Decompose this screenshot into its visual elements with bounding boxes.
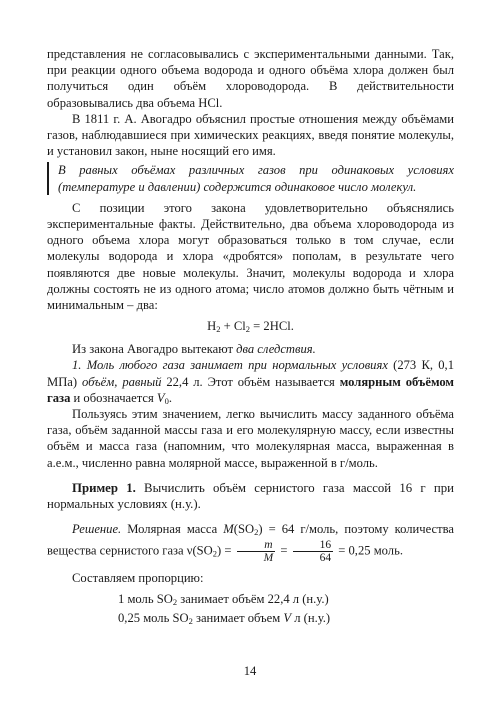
paragraph-avogadro: В 1811 г. А. Авогадро объяснил простые отношения между объёмами газов, наблюдавшиеся при химических реакциях, введя понятие молекулы, и установил закон, ныне носящий его имя. (47, 111, 454, 159)
fraction-16-over-64 (293, 539, 334, 564)
solution-equals: = (277, 543, 291, 558)
proportion-line-2 (47, 609, 454, 628)
consequence-number: 1. (72, 358, 87, 373)
consequences-text: Из закона Авогадро вытекают (72, 342, 237, 357)
solution-so2-a: (SO (233, 522, 255, 537)
molar-volume-italic-b: объём, равный (81, 374, 162, 389)
eq-hydrogen-sub: 2 (216, 324, 221, 335)
paragraph-molar-volume (47, 357, 454, 406)
avogadro-law-callout (47, 162, 454, 194)
proportion-1-a: 1 моль SO (118, 592, 173, 607)
fraction-16-numerator: 16 (293, 539, 334, 552)
paragraph-intro: представления не согласовывались с экспериментальными данными. Так, при реакции одного объема водорода и одного объёма хлора должен был получиться один объём хлороводорода. В действительности образовывались два объема HCl. (47, 47, 454, 110)
solution-label: Решение. (72, 522, 122, 537)
solution-result: = 0,25 моль. (335, 543, 403, 558)
proportion-2-b: занимает объем (192, 611, 284, 626)
paragraph-consequences (47, 341, 454, 357)
fraction-64-denominator: 64 (319, 552, 332, 565)
proportion-line-1 (47, 590, 454, 609)
avogadro-law-text: В равных объёмах различных газов при одинаковых условиях (температуре и давлении) содержится одинаковое число молекул. (58, 163, 454, 194)
example-1 (47, 480, 454, 512)
proportion-2-a: 0,25 моль SO (118, 611, 189, 626)
proportion-2-sub: 2 (188, 616, 193, 627)
proportion-intro: Составляем пропорцию: (72, 571, 204, 586)
solution-so2-b-sub: 2 (212, 548, 218, 559)
example-text: Вычислить объём сернистого газа массой 16 г при нормальных условиях (н.у.). (47, 480, 454, 512)
proportion-2-c: л (н.у.) (291, 611, 331, 626)
proportion-2-volume-symbol: V (283, 611, 292, 626)
molar-volume-italic-a: Моль любого газа занимает при нормальных условиях (86, 358, 388, 373)
page-number: 14 (243, 664, 257, 678)
molar-volume-value: 22,4 л. Этот объём называется (161, 374, 340, 389)
consequences-emphasis: два следствия. (236, 342, 316, 357)
molar-volume-end: . (168, 390, 173, 405)
solution-text-2: ) = 64 г/моль, поэтому количества вещества сернистого газа ν(SO (47, 522, 454, 558)
fraction-m-denominator: M (263, 552, 274, 565)
eq-chlorine-sub: 2 (245, 324, 251, 335)
solution-text-3: ) = (217, 543, 235, 558)
molar-volume-symbol: V (156, 390, 165, 405)
solution-so2-a-sub: 2 (254, 527, 259, 538)
molar-volume-term: молярным объёмом газа (47, 374, 454, 405)
fraction-m-numerator: m (237, 539, 276, 552)
molar-volume-symbol-sub: 0 (164, 395, 169, 406)
solution-molar-symbol: M (223, 522, 234, 537)
proportion-block (47, 590, 454, 628)
eq-chlorine: + Cl (220, 319, 246, 334)
reaction-equation (47, 319, 454, 334)
solution-text-1: Молярная масса (121, 522, 224, 537)
eq-product: = 2HCl. (250, 319, 294, 334)
proportion-1-sub: 2 (172, 597, 178, 608)
paragraph-explanation: С позиции этого закона удовлетворительно объяснялись экспериментальные факты. Действительно, два объема хлороводорода из одного объема хлора могут образоваться только в том случае, если молекулы водорода и хлора «дробятся» пополам, в результате чего появляются две новые молекулы. Значит, молекулы водорода и хлора должны состоять не из одного атома; число атомов должно быть чётным и минимальным – два: (47, 200, 454, 313)
solution-paragraph (47, 520, 454, 564)
proportion-1-b: занимает объём 22,4 л (н.у.) (177, 592, 329, 607)
eq-hydrogen: H (207, 319, 217, 334)
paragraph-usage: Пользуясь этим значением, легко вычислить массу заданного объёма газа, объём заданной массы газа и его молекулярную массу, если известны объём и масса газа (напомним, что молекулярная масса, выраженная в а.е.м., численно равна молярной массе, выраженной в г/моль. (47, 407, 454, 470)
example-label: Пример 1. (72, 480, 136, 495)
fraction-m-over-M (237, 539, 276, 564)
molar-volume-notation: и обозначается (70, 390, 157, 405)
molar-volume-conditions: (273 К, 0,1 МПа) (47, 358, 454, 389)
